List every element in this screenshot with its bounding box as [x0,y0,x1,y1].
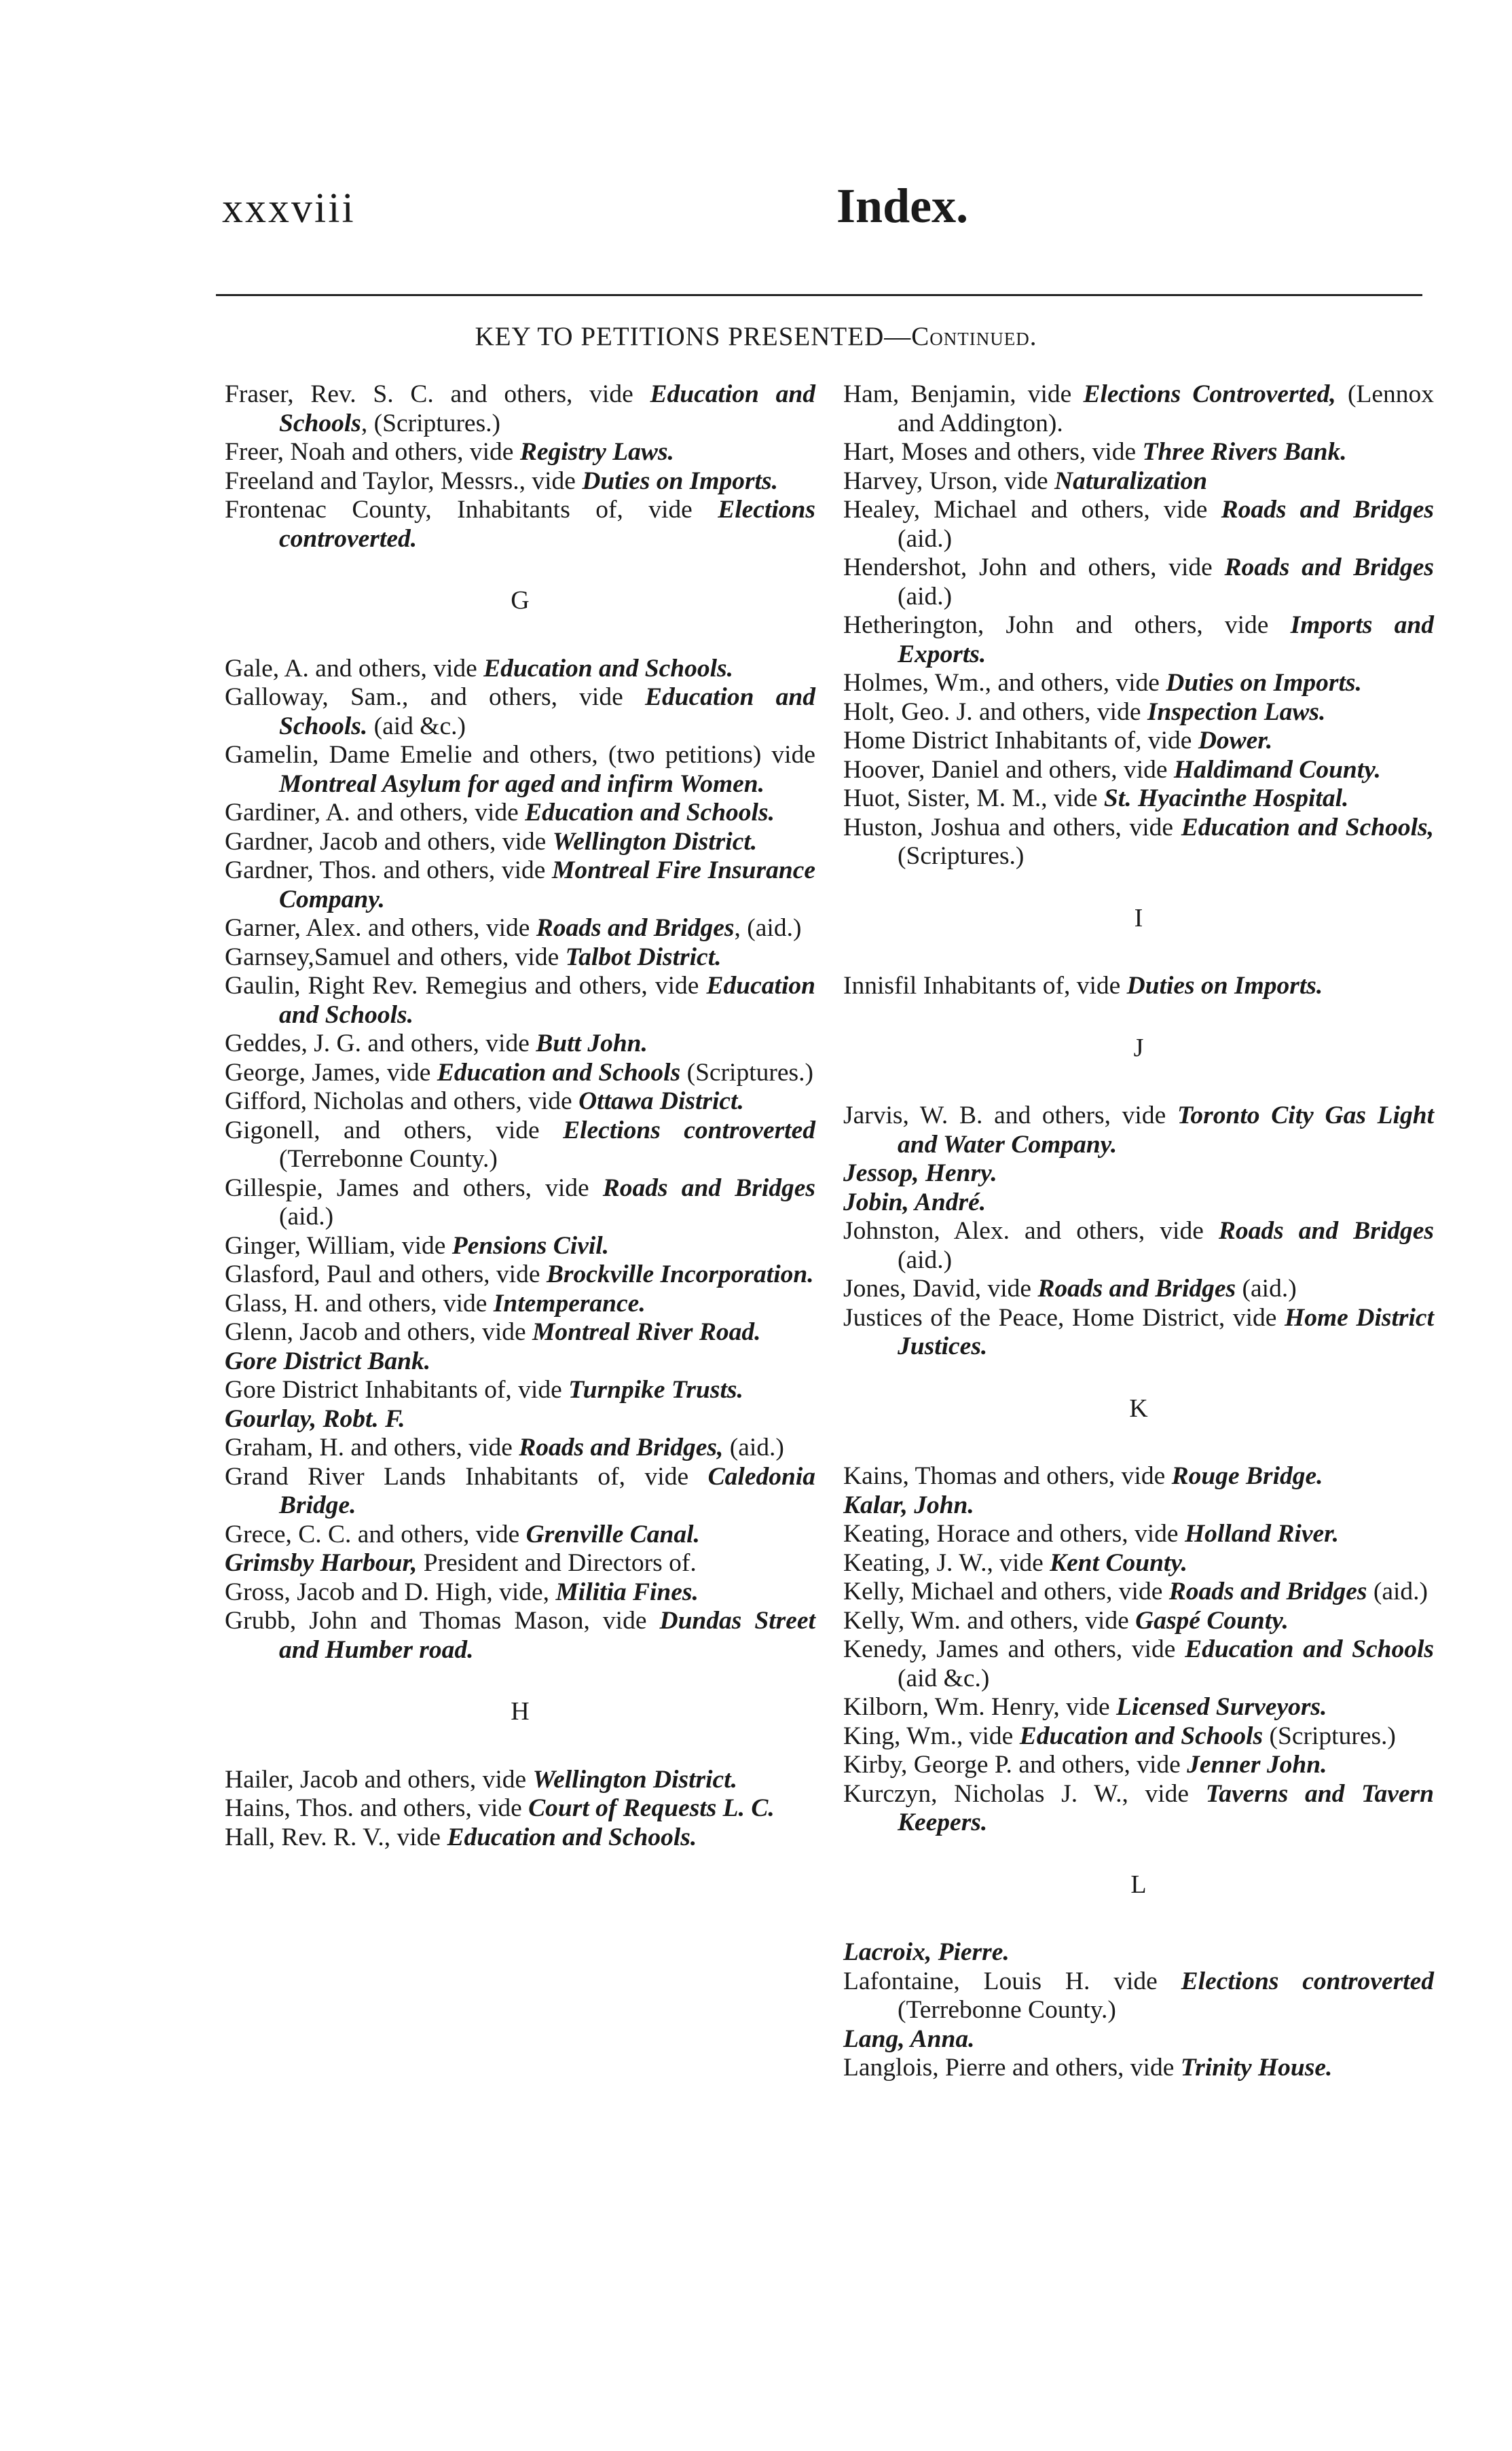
entry-italic: Talbot District. [565,943,722,971]
entry-plain: George, James, vide [225,1058,437,1087]
entry-plain: Jones, David, vide [843,1275,1038,1303]
entry-italic: Education and Schools. [447,1823,697,1851]
entry-italic: Roads and Bridges, [519,1434,724,1461]
entry-italic: Kent County. [1050,1548,1187,1577]
index-entry [225,1347,815,1377]
entry-italic: Rouge Bridge. [1171,1462,1323,1490]
entry-after: (aid.) [279,1203,334,1231]
entry-italic: Imports and Exports. [898,611,1434,668]
entry-plain: Jarvis, W. B. and others, vide [843,1102,1177,1129]
entry-plain: Geddes, J. G. and others, vide [225,1030,536,1057]
entry-after: (aid.) [898,524,953,553]
index-entry [225,828,815,857]
entry-italic: Education and Schools, [1181,813,1435,841]
entry-after: (Scriptures.) [680,1058,813,1087]
index-entry [843,1607,1434,1636]
entry-plain: Gross, Jacob and D. High, vide, [225,1578,556,1606]
index-entry [843,1520,1434,1549]
entry-plain: Gaulin, Right Rev. Remegius and others, vide [225,972,707,1000]
entry-italic: Militia Fines. [555,1578,699,1606]
index-entry [225,683,815,741]
entry-italic: Wellington District. [532,1765,737,1794]
index-entry [843,1635,1434,1693]
index-entry [843,698,1434,727]
entry-italic: Intemperance. [493,1289,646,1318]
entry-after: (Lennox and Addington). [898,380,1434,437]
index-entry [225,943,815,973]
entry-plain: Gillespie, James and others, vide [225,1174,603,1202]
entry-italic: Pensions Civil. [451,1231,610,1260]
entry-after: (aid.) [898,1246,953,1274]
index-entry [843,1780,1434,1838]
index-entry [843,1159,1434,1188]
index-entry [843,380,1434,438]
entry-plain: Gardner, Jacob and others, vide [225,827,553,856]
index-entry [225,799,815,828]
entry-plain: Harvey, Urson, vide [843,467,1055,495]
index-entry [843,2054,1434,2083]
entry-plain: Ginger, William, vide [225,1231,452,1260]
entry-italic: Registry Laws. [519,438,674,466]
entry-plain: Langlois, Pierre and others, vide [843,2054,1181,2082]
entry-italic: Roads and Bridges [536,914,735,942]
entry-italic: Brockville Incorporation. [546,1260,814,1288]
entry-plain: Gifford, Nicholas and others, vide [225,1087,579,1115]
entry-after: (Terrebonne County.) [279,1145,498,1173]
index-entry [225,496,815,553]
index-column-right [843,380,1434,2083]
entry-plain: Justices of the Peace, Home District, vide [843,1303,1285,1332]
entry-plain: Glasford, Paul and others, vide [225,1260,547,1288]
entry-italic: Duties on Imports. [1126,972,1323,1000]
entry-italic: Education and Schools [279,380,816,437]
entry-plain: Holmes, Wm., and others, vide [843,669,1166,697]
entry-plain: Gardner, Thos. and others, vide [225,856,553,884]
entry-italic: Kalar, John. [843,1491,974,1519]
section-letter: H [511,1697,530,1726]
entry-italic: Education and Schools. [279,683,815,740]
entry-plain: Kilborn, Wm. Henry, vide [843,1693,1117,1721]
entry-italic: Education and Schools. [483,654,733,683]
entry-plain: Grubb, John and Thomas Mason, vide [225,1607,660,1635]
entry-italic: St. Hyacinthe Hospital. [1103,784,1349,812]
entry-plain: Hains, Thos. and others, vide [225,1794,529,1822]
entry-italic: Wellington District. [552,827,758,856]
index-entry [843,438,1434,467]
entry-italic: Inspection Laws. [1147,697,1326,726]
entry-italic: Grimsby Harbour, [225,1549,418,1577]
entry-italic: Duties on Imports. [582,467,778,495]
entry-italic: Licensed Surveyors. [1116,1693,1327,1721]
entry-plain: Kurczyn, Nicholas J. W., vide [843,1779,1206,1808]
index-entry [225,655,815,684]
entry-italic: Naturalization [1054,467,1208,495]
entry-italic: Duties on Imports. [1166,669,1362,697]
index-entry [843,1693,1434,1722]
page-title: Index. [836,179,969,233]
entry-italic: Toronto City Gas Light and Water Company. [898,1102,1434,1159]
index-entry [843,611,1434,669]
entry-after: (aid.) [1367,1578,1428,1605]
entry-italic: Butt John. [536,1030,648,1057]
index-entry [843,553,1434,611]
entry-italic: Dower. [1198,727,1273,755]
index-entry [843,1938,1434,1967]
entry-plain: Kenedy, James and others, vide [843,1635,1185,1663]
index-entry [843,784,1434,814]
entry-plain: Kelly, Michael and others, vide [843,1578,1169,1605]
entry-italic: Dundas Street and Humber road. [279,1607,815,1664]
section-heading-suffix: Continued. [911,322,1037,351]
entry-italic: Jobin, André. [843,1188,987,1216]
entry-italic: Elections controverted [1181,1967,1434,1995]
section-letter: G [511,586,530,615]
index-entry [225,1260,815,1290]
entry-italic: Montreal River Road. [532,1318,761,1346]
index-entry [225,1030,815,1059]
entry-italic: Three Rivers Bank. [1142,438,1347,466]
entry-plain: Healey, Michael and others, vide [843,496,1221,524]
entry-italic: Elections controverted. [279,496,815,553]
entry-plain: Huot, Sister, M. M., vide [843,784,1104,812]
index-entry [225,380,815,438]
entry-plain: Glass, H. and others, vide [225,1289,494,1318]
index-entry [843,496,1434,553]
index-entry [843,1275,1434,1304]
entry-italic: Roads and Bridges [602,1174,815,1202]
entry-plain: Gardiner, A. and others, vide [225,799,525,827]
entry-plain: Freer, Noah and others, vide [225,438,520,466]
entry-italic: Home District Justices. [898,1303,1434,1360]
index-entry [843,727,1434,756]
index-entry [843,2025,1434,2054]
entry-after: , (aid.) [734,914,802,942]
index-entry [843,1967,1434,2025]
index-entry [225,1434,815,1463]
entry-plain: Fraser, Rev. S. C. and others, vide [225,380,650,408]
section-letter: J [1133,1033,1144,1062]
entry-plain: King, Wm., vide [843,1722,1020,1750]
index-entry [225,1463,815,1521]
entry-italic: Caledonia Bridge. [279,1462,815,1519]
index-entry [843,1549,1434,1578]
index-entry [225,1376,815,1405]
index-entry [225,1405,815,1434]
entry-italic: Turnpike Trusts. [568,1376,743,1404]
entry-italic: Grenville Canal. [525,1520,700,1548]
index-entry [843,1102,1434,1159]
entry-after: (Scriptures.) [1263,1722,1396,1750]
index-entry [843,1217,1434,1275]
entry-italic: Education and Schools [1185,1635,1434,1663]
entry-plain: Innisfil Inhabitants of, vide [843,972,1127,1000]
index-entry [225,1794,815,1823]
entry-italic: Court of Requests L. C. [528,1794,775,1822]
index-entry [225,1290,815,1319]
index-entry [843,669,1434,698]
index-entry [843,1304,1434,1362]
entry-italic: Lang, Anna. [843,2025,975,2053]
section-heading [0,321,1512,352]
entry-plain: Hoover, Daniel and others, vide [843,755,1174,784]
header-rule [216,294,1422,296]
entry-italic: Elections controverted [563,1116,815,1144]
entry-plain: Home District Inhabitants of, vide [843,727,1198,755]
entry-italic: Montreal Asylum for aged and infirm Women. [279,769,765,798]
entry-plain: Kirby, George P. and others, vide [843,1751,1187,1779]
index-entry [843,1462,1434,1491]
index-entry [225,467,815,496]
entry-plain: Kelly, Wm. and others, vide [843,1606,1136,1635]
entry-after: (aid &c.) [898,1664,990,1692]
entry-plain: Johnston, Alex. and others, vide [843,1217,1219,1245]
entry-plain: Freeland and Taylor, Messrs., vide [225,467,583,495]
entry-plain: Gore District Inhabitants of, vide [225,1376,569,1404]
entry-after: (aid.) [723,1434,784,1461]
entry-italic: Montreal Fire Insurance Company. [279,856,815,913]
entry-plain: Hailer, Jacob and others, vide [225,1765,533,1794]
section-heading-main: KEY TO PETITIONS PRESENTED— [475,322,912,351]
index-entry [225,741,815,799]
index-entry [843,972,1434,1001]
entry-italic: Gore District Bank. [225,1347,431,1375]
index-entry [225,1549,815,1578]
entry-italic: Education and Schools. [279,972,815,1029]
entry-after: (aid.) [1236,1275,1297,1303]
entry-italic: Ottawa District. [578,1087,744,1115]
entry-plain: Glenn, Jacob and others, vide [225,1318,533,1346]
entry-italic: Elections Controverted, [1083,380,1336,408]
index-entry [225,1318,815,1347]
index-entry [225,1116,815,1174]
index-entry [843,467,1434,496]
index-entry [843,1722,1434,1751]
entry-plain: Keating, J. W., vide [843,1548,1050,1577]
index-entry [225,856,815,914]
entry-after: President and Directors of. [417,1549,697,1577]
entry-italic: Lacroix, Pierre. [843,1938,1010,1966]
entry-plain: Hall, Rev. R. V., vide [225,1823,447,1851]
entry-plain: Galloway, Sam., and others, vide [225,683,645,711]
entry-italic: Taverns and Tavern Keepers. [898,1779,1434,1836]
index-entry [225,1174,815,1232]
entry-plain: Lafontaine, Louis H. vide [843,1967,1181,1995]
entry-italic: Education and Schools [437,1058,681,1087]
entry-plain: Ham, Benjamin, vide [843,380,1084,408]
index-entry [225,1087,815,1116]
index-entry [225,1059,815,1088]
entry-italic: Roads and Bridges [1221,496,1434,524]
section-letter: L [1130,1870,1147,1899]
entry-italic: Gourlay, Robt. F. [225,1404,405,1433]
index-entry [225,914,815,943]
index-entry [225,1521,815,1550]
entry-after: (aid &c.) [367,712,466,740]
index-entry [843,756,1434,785]
entry-italic: Jessop, Henry. [843,1159,997,1187]
index-entry [225,438,815,467]
entry-plain: Graham, H. and others, vide [225,1434,519,1461]
entry-plain: Grand River Lands Inhabitants of, vide [225,1462,708,1491]
entry-plain: Hart, Moses and others, vide [843,438,1143,466]
index-entry [225,1232,815,1261]
index-entry [843,1188,1434,1218]
entry-plain: Hendershot, John and others, vide [843,553,1225,581]
entry-italic: Roads and Bridges [1218,1217,1434,1245]
entry-italic: Roads and Bridges [1168,1578,1367,1605]
entry-italic: Haldimand County. [1173,755,1381,784]
index-entry [843,1491,1434,1521]
entry-italic: Education and Schools [1019,1722,1264,1750]
entry-italic: Roads and Bridges [1037,1275,1236,1303]
index-column-left [225,380,815,1852]
section-letter: I [1134,903,1143,932]
entry-plain: Gigonell, and others, vide [225,1116,564,1144]
entry-plain: Huston, Joshua and others, vide [843,813,1181,841]
entry-plain: Frontenac County, Inhabitants of, vide [225,496,718,524]
entry-plain: Garner, Alex. and others, vide [225,914,536,942]
entry-plain: Hetherington, John and others, vide [843,611,1291,639]
entry-italic: Jenner John. [1187,1751,1327,1779]
entry-plain: Gamelin, Dame Emelie and others, (two petitions) vide [225,741,815,769]
index-entry [225,972,815,1030]
entry-plain: Holt, Geo. J. and others, vide [843,697,1147,726]
entry-after: , (Scriptures.) [361,409,501,437]
section-letter: K [1129,1394,1148,1423]
entry-after: (Terrebonne County.) [898,1996,1116,2024]
entry-italic: Holland River. [1184,1520,1340,1548]
entry-plain: Garnsey,Samuel and others, vide [225,943,566,971]
entry-plain: Gale, A. and others, vide [225,654,484,683]
entry-italic: Roads and Bridges [1224,553,1434,581]
entry-italic: Education and Schools. [525,799,775,827]
index-entry [843,1751,1434,1780]
entry-italic: Trinity House. [1180,2054,1333,2082]
page-number: xxxviii [222,185,356,232]
index-entry [225,1766,815,1795]
entry-after: (Scriptures.) [898,842,1025,870]
entry-italic: Gaspé County. [1135,1606,1289,1635]
index-entry [225,1607,815,1665]
entry-plain: Grece, C. C. and others, vide [225,1520,526,1548]
entry-plain: Keating, Horace and others, vide [843,1520,1185,1548]
index-entry [225,1823,815,1853]
index-entry [225,1578,815,1608]
entry-after: (aid.) [898,582,953,611]
entry-plain: Kains, Thomas and others, vide [843,1462,1172,1490]
index-entry [843,1578,1434,1607]
index-entry [843,814,1434,871]
